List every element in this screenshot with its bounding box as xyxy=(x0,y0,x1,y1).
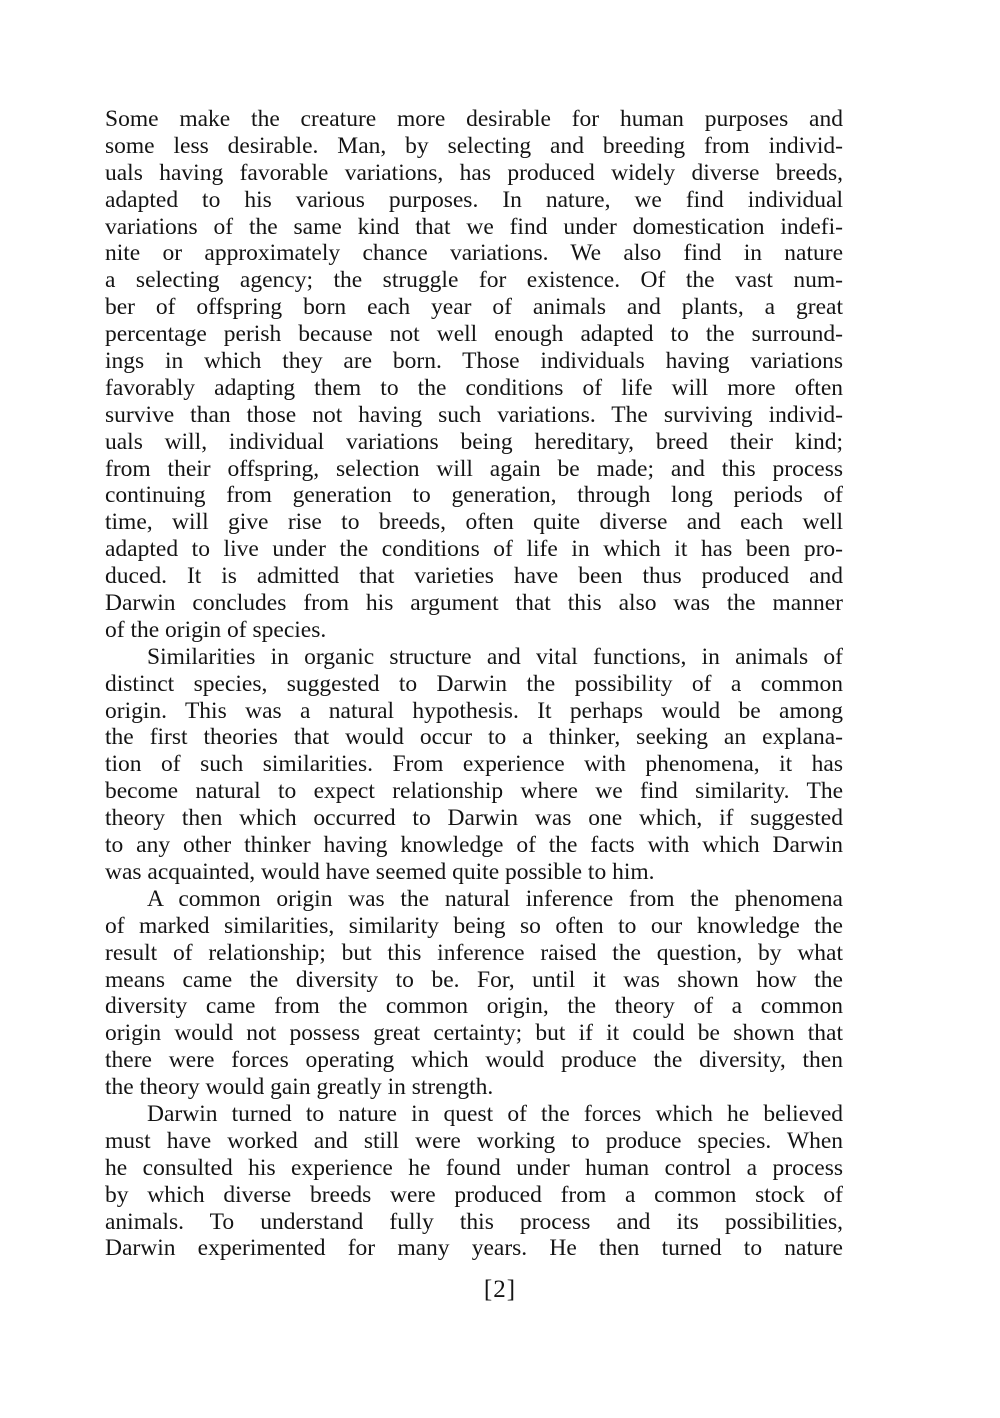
text-line: was acquainted, would have seemed quite possible to him. xyxy=(105,858,655,885)
text-line: ings in which they are born. Those individuals having variations xyxy=(105,348,843,375)
text-line: he consulted his experience he found under human control a process xyxy=(105,1154,843,1181)
paragraph-1 xyxy=(105,106,843,644)
text-line: means came the diversity to be. For, until it was shown how the xyxy=(105,966,843,993)
paragraph-4 xyxy=(105,1101,843,1262)
text-line: duced. It is admitted that varieties have been thus produced and xyxy=(105,563,843,590)
text-line: nite or approximately chance variations. We also find in nature xyxy=(105,240,843,267)
text-line: Darwin turned to nature in quest of the forces which he believed xyxy=(147,1100,843,1127)
text-line: by which diverse breeds were produced from a common stock of xyxy=(105,1181,843,1208)
text-line: some less desirable. Man, by selecting and breeding from individ- xyxy=(105,132,843,159)
text-line: theory then which occurred to Darwin was one which, if suggested xyxy=(105,805,843,832)
text-line: uals will, individual variations being hereditary, breed their kind; xyxy=(105,428,843,455)
text-line: uals having favorable variations, has produced widely diverse breeds, xyxy=(105,159,843,186)
paragraph-3 xyxy=(105,886,843,1101)
text-line: diversity came from the common origin, the theory of a common xyxy=(105,993,843,1020)
text-line: a selecting agency; the struggle for existence. Of the vast num- xyxy=(105,267,843,294)
text-line: percentage perish because not well enough adapted to the surround- xyxy=(105,321,843,348)
text-line: origin. This was a natural hypothesis. It perhaps would be among xyxy=(105,697,843,724)
text-line: adapted to his various purposes. In nature, we find individual xyxy=(105,186,843,213)
text-line: become natural to expect relationship where we find similarity. The xyxy=(105,778,843,805)
text-line: variations of the same kind that we find under domestication indefi- xyxy=(105,213,843,240)
text-line: ber of offspring born each year of animals and plants, a great xyxy=(105,294,843,321)
text-line: Some make the creature more desirable for human purposes and xyxy=(105,106,843,132)
text-line: distinct species, suggested to Darwin the possibility of a common xyxy=(105,670,843,697)
text-line: time, will give rise to breeds, often quite diverse and each well xyxy=(105,509,843,536)
text-line: Darwin experimented for many years. He then turned to nature xyxy=(105,1235,843,1262)
text-line: from their offspring, selection will again be made; and this process xyxy=(105,455,843,482)
text-line: tion of such similarities. From experience with phenomena, it has xyxy=(105,751,843,778)
page-number: [2] xyxy=(483,1276,517,1303)
page-body xyxy=(105,106,843,1262)
text-line: survive than those not having such variations. The surviving individ- xyxy=(105,401,843,428)
text-line: animals. To understand fully this process and its possibilities, xyxy=(105,1208,843,1235)
text-line: A common origin was the natural inference from the phenomena xyxy=(147,885,843,912)
text-line: must have worked and still were working to produce species. When xyxy=(105,1127,843,1154)
text-line: continuing from generation to generation, through long periods of xyxy=(105,482,843,509)
text-line: origin would not possess great certainty; but if it could be shown that xyxy=(105,1020,843,1047)
text-line: the first theories that would occur to a thinker, seeking an explana- xyxy=(105,724,843,751)
text-line: Similarities in organic structure and vital functions, in animals of xyxy=(147,643,843,670)
text-line: result of relationship; but this inference raised the question, by what xyxy=(105,939,843,966)
text-line: to any other thinker having knowledge of the facts with which Darwin xyxy=(105,832,843,859)
text-line: of the origin of species. xyxy=(105,616,327,643)
text-line: favorably adapting them to the conditions of life will more often xyxy=(105,374,843,401)
text-line: Darwin concludes from his argument that this also was the manner xyxy=(105,590,843,617)
text-line: the theory would gain greatly in strength. xyxy=(105,1074,494,1101)
text-line: there were forces operating which would produce the diversity, then xyxy=(105,1047,843,1074)
text-line: adapted to live under the conditions of life in which it has been pro- xyxy=(105,536,843,563)
paragraph-2 xyxy=(105,644,843,886)
text-line: of marked similarities, similarity being so often to our knowledge the xyxy=(105,912,843,939)
